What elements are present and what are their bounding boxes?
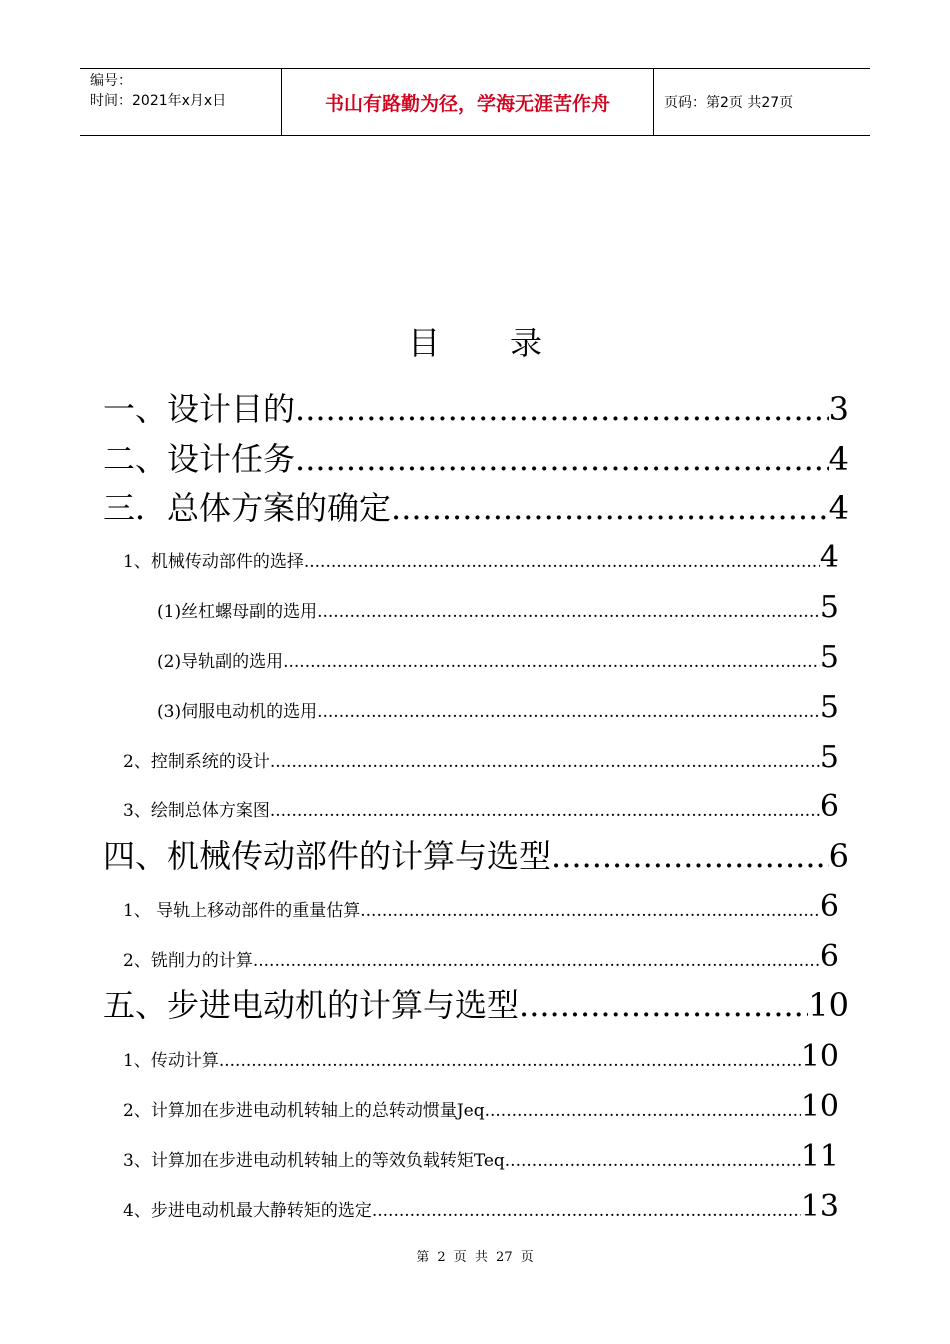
toc-entry-label: 2、控制系统的设计 bbox=[123, 752, 270, 772]
toc-entry[interactable] bbox=[123, 1040, 839, 1074]
toc-entry-page: 3 bbox=[828, 390, 849, 428]
toc-leader bbox=[253, 944, 820, 978]
toc-entry[interactable] bbox=[103, 439, 849, 479]
toc-title: 目录 bbox=[407, 324, 612, 362]
header-page-info bbox=[654, 69, 870, 135]
toc-entry-page: 4 bbox=[819, 540, 839, 575]
toc-leader bbox=[551, 836, 829, 876]
toc-entry[interactable] bbox=[103, 985, 849, 1025]
toc-entry-page: 11 bbox=[800, 1139, 839, 1174]
header-motto bbox=[281, 69, 654, 135]
toc-entry-label: 1、传动计算 bbox=[123, 1051, 219, 1071]
toc-entry-page: 4 bbox=[828, 440, 849, 478]
toc-leader bbox=[372, 1194, 801, 1228]
page-info-text: 页码：第2页 共27页 bbox=[664, 95, 794, 111]
toc-entry-page: 6 bbox=[819, 889, 839, 924]
toc-entry-page: 4 bbox=[828, 489, 849, 527]
toc-entry[interactable] bbox=[157, 641, 839, 675]
serial-label: 编号： bbox=[90, 73, 132, 89]
toc-entry-page: 10 bbox=[800, 1039, 839, 1074]
toc-entry-label: 五、步进电动机的计算与选型 bbox=[103, 986, 520, 1024]
toc-leader bbox=[505, 1144, 801, 1178]
toc-entry-page: 10 bbox=[808, 986, 849, 1024]
toc-entry[interactable] bbox=[123, 1140, 839, 1174]
toc-entry-label: (1)丝杠螺母副的选用 bbox=[157, 602, 318, 622]
toc-leader bbox=[219, 1044, 801, 1078]
toc-entry-page: 13 bbox=[800, 1189, 839, 1224]
toc-entry[interactable] bbox=[103, 488, 849, 528]
toc-entry-label: 二、设计任务 bbox=[103, 440, 296, 478]
toc-entry-label: 2、铣削力的计算 bbox=[123, 951, 253, 971]
date-label: 时间：2021年x月x日 bbox=[90, 93, 227, 109]
toc-entry-label: 3、绘制总体方案图 bbox=[123, 801, 270, 821]
motto-text: 书山有路勤为径，学海无涯苦作舟 bbox=[324, 92, 610, 115]
toc-entry-page: 6 bbox=[819, 939, 839, 974]
toc-entry-page: 10 bbox=[800, 1089, 839, 1124]
toc-leader bbox=[317, 595, 820, 629]
toc-entry-label: 1、 导轨上移动部件的重量估算 bbox=[123, 901, 361, 921]
toc-entry-page: 5 bbox=[819, 690, 839, 725]
toc-entry[interactable] bbox=[157, 691, 839, 725]
toc-entry[interactable] bbox=[123, 741, 839, 775]
toc-entry[interactable] bbox=[123, 541, 839, 575]
toc-entry-label: 三．总体方案的确定 bbox=[103, 489, 392, 527]
toc-entry-label: 一、设计目的 bbox=[103, 390, 296, 428]
toc-entry-page: 5 bbox=[819, 640, 839, 675]
toc-entry-page: 5 bbox=[819, 740, 839, 775]
toc-leader bbox=[295, 439, 829, 479]
toc-entry[interactable] bbox=[103, 836, 849, 876]
toc-entry-label: 3、计算加在步进电动机转轴上的等效负载转矩Teq bbox=[123, 1151, 505, 1171]
toc-entry-label: 四、机械传动部件的计算与选型 bbox=[103, 837, 552, 875]
toc-entry[interactable] bbox=[123, 940, 839, 974]
header-meta bbox=[80, 69, 281, 135]
toc-entry-label: 4、步进电动机最大静转矩的选定 bbox=[123, 1201, 372, 1221]
toc-entry[interactable] bbox=[123, 790, 839, 824]
page-header bbox=[80, 68, 870, 136]
toc-leader bbox=[283, 645, 820, 679]
toc-entry[interactable] bbox=[123, 1090, 839, 1124]
toc-leader bbox=[270, 794, 820, 828]
toc-leader bbox=[391, 488, 829, 528]
toc-leader bbox=[304, 545, 820, 579]
toc-entry-page: 6 bbox=[819, 789, 839, 824]
toc-leader bbox=[519, 985, 808, 1025]
toc-entry[interactable] bbox=[157, 591, 839, 625]
toc-entry[interactable] bbox=[123, 890, 839, 924]
toc-leader bbox=[317, 695, 820, 729]
toc-leader bbox=[295, 389, 829, 429]
toc-leader bbox=[270, 745, 820, 779]
toc-entry[interactable] bbox=[123, 1190, 839, 1224]
toc-entry-label: 2、计算加在步进电动机转轴上的总转动惯量Jeq bbox=[123, 1101, 485, 1121]
toc-entry-page: 5 bbox=[819, 590, 839, 625]
toc-entry[interactable] bbox=[103, 389, 849, 429]
page-footer: 第 2 页 共 27 页 bbox=[416, 1250, 534, 1265]
toc-entry-label: (3)伺服电动机的选用 bbox=[157, 702, 318, 722]
toc-leader bbox=[360, 894, 820, 928]
toc-entry-page: 6 bbox=[828, 837, 849, 875]
toc-leader bbox=[485, 1094, 801, 1128]
toc-entry-label: 1、机械传动部件的选择 bbox=[123, 552, 304, 572]
toc-entry-label: (2)导轨副的选用 bbox=[157, 652, 284, 672]
